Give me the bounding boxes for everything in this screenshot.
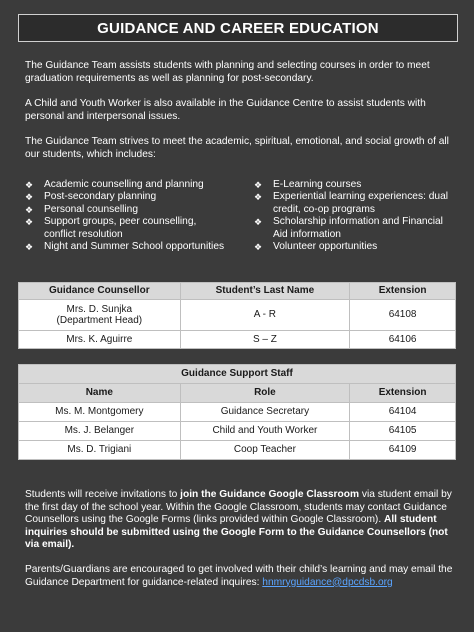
list-item: ❖ Volunteer opportunities — [254, 241, 378, 253]
bullet-diamond-icon: ❖ — [25, 204, 34, 215]
bullet-diamond-icon: ❖ — [254, 242, 263, 253]
last-name-range-cell: A - R — [180, 300, 350, 331]
column-header: Student’s Last Name — [180, 283, 350, 300]
google-classroom-paragraph: Students will receive invitations to join the Guidance Google Classroom via student email by the first day of the school year. Within the Google Classroom, students may contact Guidance Counsellors using the Google Forms (links provided within Google Classroom). All student inquiries should be submitted using the Google Form to the Guidance Counsellors (not via email). — [25, 489, 452, 551]
intro-paragraph-1: The Guidance Team assists students with planning and selecting courses in order to meet graduation requirements as well as planning for post-secondary. — [25, 60, 430, 84]
table-row — [19, 300, 456, 331]
extension-cell: 64104 — [350, 403, 456, 422]
bullet-diamond-icon: ❖ — [25, 180, 34, 190]
bullet-diamond-icon: ❖ — [254, 192, 263, 203]
table-header-row — [19, 283, 456, 300]
table-row — [19, 422, 456, 441]
table-row — [19, 403, 456, 422]
table-caption: Guidance Support Staff — [19, 365, 456, 384]
bullet-diamond-icon: ❖ — [254, 180, 263, 190]
table-header-row — [19, 384, 456, 403]
list-item: ❖ Personal counselling — [25, 203, 139, 215]
staff-name-cell: Ms. D. Trigiani — [19, 441, 181, 460]
support-staff-table — [18, 364, 456, 460]
staff-role-cell: Guidance Secretary — [180, 403, 350, 422]
list-item: ❖ Scholarship information and Financial Aid information — [254, 216, 443, 240]
list-item: ❖ Academic counselling and planning — [25, 179, 204, 190]
extension-cell: 64105 — [350, 422, 456, 441]
staff-role-cell: Child and Youth Worker — [180, 422, 350, 441]
extension-cell: 64106 — [350, 331, 456, 349]
services-list-left — [25, 179, 230, 253]
bullet-diamond-icon: ❖ — [254, 217, 263, 228]
bullet-diamond-icon: ❖ — [25, 242, 34, 253]
counsellor-name-cell: Mrs. D. Sunjka (Department Head) — [19, 300, 181, 331]
staff-name-cell: Ms. J. Belanger — [19, 422, 181, 441]
column-header: Name — [19, 384, 181, 403]
counsellor-name-cell: Mrs. K. Aguirre — [19, 331, 181, 349]
bullet-diamond-icon: ❖ — [25, 217, 34, 228]
staff-name-cell: Ms. M. Montgomery — [19, 403, 181, 422]
intro-paragraph-2: A Child and Youth Worker is also available in the Guidance Centre to assist students with personal and interpersonal issues. — [25, 98, 426, 122]
bullet-diamond-icon: ❖ — [25, 192, 34, 203]
extension-cell: 64108 — [350, 300, 456, 331]
column-header: Guidance Counsellor — [19, 283, 181, 300]
last-name-range-cell: S – Z — [180, 331, 350, 349]
list-item: ❖ Post-secondary planning — [25, 191, 157, 203]
column-header: Role — [180, 384, 350, 403]
page-title: GUIDANCE AND CAREER EDUCATION — [18, 14, 458, 42]
list-item: ❖ Support groups, peer counselling, conflict resolution — [25, 216, 197, 240]
table-row — [19, 441, 456, 460]
column-header: Extension — [350, 283, 456, 300]
guidance-email-link[interactable]: hnmryguidance@dpcdsb.org — [262, 576, 393, 588]
table-caption-row — [19, 365, 456, 384]
list-item: ❖ Night and Summer School opportunities — [25, 241, 225, 253]
list-item: ❖ E-Learning courses — [254, 179, 362, 190]
staff-role-cell: Coop Teacher — [180, 441, 350, 460]
extension-cell: 64109 — [350, 441, 456, 460]
services-list-right — [254, 179, 454, 253]
counsellor-table — [18, 282, 456, 349]
intro-paragraph-3: The Guidance Team strives to meet the academic, spiritual, emotional, and social growth of all our students, which includes: — [25, 136, 449, 160]
parents-paragraph: Parents/Guardians are encouraged to get involved with their child’s learning and may email the Guidance Department for guidance-related inquires: hnmryguidance@dpcdsb.org — [25, 564, 453, 588]
table-row — [19, 331, 456, 349]
list-item: ❖ Experiential learning experiences: dual credit, co-op programs — [254, 191, 448, 215]
column-header: Extension — [350, 384, 456, 403]
